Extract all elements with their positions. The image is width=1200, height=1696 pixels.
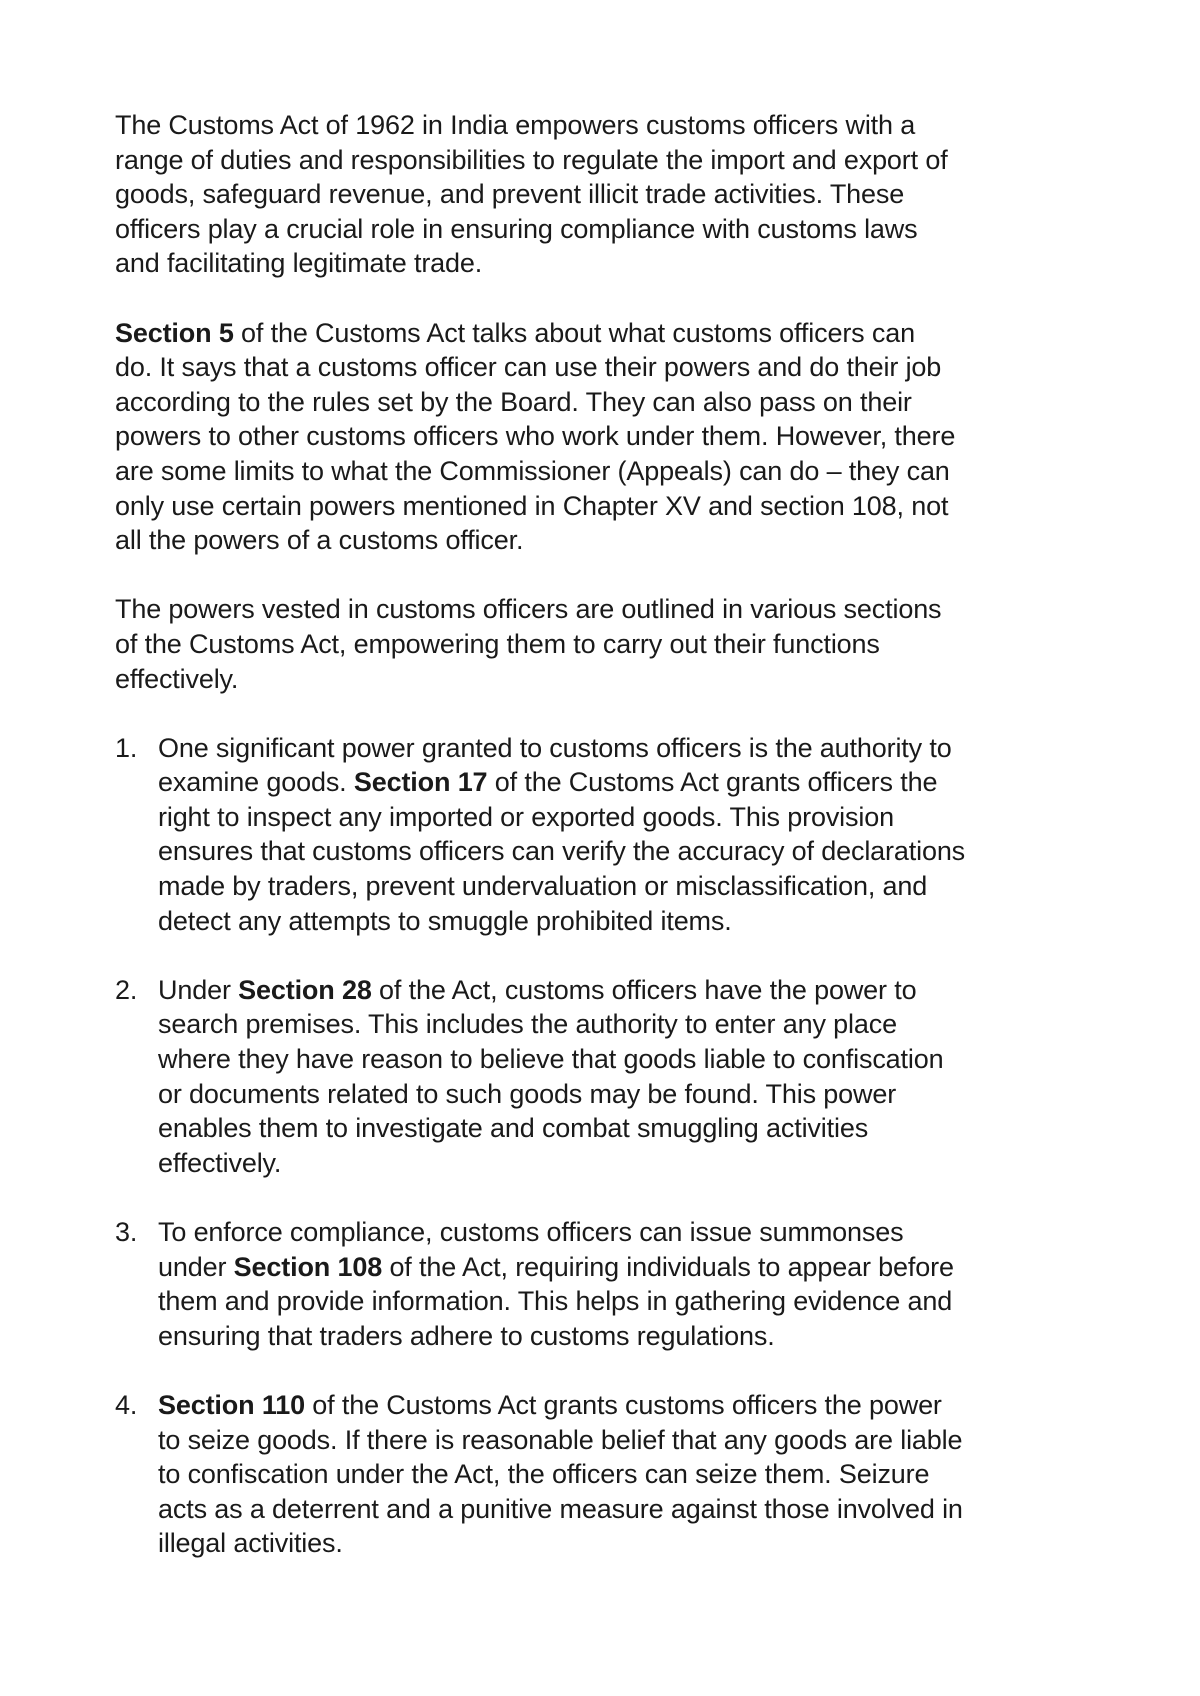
text-line: The powers vested in customs officers are outlined in various sections bbox=[115, 594, 942, 625]
text-fragment: of the Customs Act grants officers the bbox=[487, 767, 938, 798]
list-item-4 bbox=[115, 1388, 1105, 1561]
text-line: powers to other customs officers who work under them. However, there bbox=[115, 421, 956, 452]
list-item-2 bbox=[115, 973, 1105, 1181]
text-line: acts as a deterrent and a punitive measure against those involved in bbox=[158, 1493, 963, 1524]
text-line: to confiscation under the Act, the officers can seize them. Seizure bbox=[158, 1459, 930, 1490]
text-line: only use certain powers mentioned in Chapter XV and section 108, not bbox=[115, 490, 949, 521]
section-108-label: Section 108 bbox=[233, 1251, 383, 1282]
list-marker: 1. bbox=[115, 732, 138, 763]
text-fragment: Under bbox=[158, 974, 239, 1005]
powers-intro-paragraph bbox=[115, 592, 1105, 696]
text-line: ensures that customs officers can verify the accuracy of declarations bbox=[158, 836, 966, 867]
text-line: To enforce compliance, customs officers can issue summonses bbox=[158, 1217, 904, 1247]
text-line: search premises. This includes the authority to enter any place bbox=[158, 1009, 897, 1040]
text-line: range of duties and responsibilities to regulate the import and export of bbox=[115, 144, 948, 175]
list-marker: 3. bbox=[115, 1217, 138, 1247]
text-fragment: of the Customs Act grants customs officers the power bbox=[304, 1389, 942, 1420]
text-line: enables them to investigate and combat smuggling activities bbox=[158, 1113, 869, 1144]
text-fragment: of the Act, customs officers have the power to bbox=[371, 974, 917, 1005]
text-line: effectively. bbox=[115, 663, 239, 694]
section-17-label: Section 17 bbox=[353, 767, 488, 798]
text-line: or documents related to such goods may be found. This power bbox=[158, 1078, 897, 1109]
text-line: right to inspect any imported or exported goods. This provision bbox=[158, 801, 894, 832]
text-line: to seize goods. If there is reasonable belief that any goods are liable bbox=[158, 1424, 963, 1455]
text-line: effectively. bbox=[158, 1147, 282, 1178]
text-line bbox=[158, 1388, 1105, 1423]
text-fragment: of the Act, requiring individuals to appear before bbox=[382, 1251, 954, 1282]
text-line: One significant power granted to customs officers is the authority to bbox=[158, 732, 952, 763]
text-line bbox=[158, 973, 1105, 1008]
intro-paragraph bbox=[115, 108, 1105, 281]
text-line bbox=[158, 1250, 1105, 1285]
text-line: are some limits to what the Commissioner (Appeals) can do – they can bbox=[115, 455, 950, 486]
text-line bbox=[115, 316, 1105, 351]
section-28-label: Section 28 bbox=[238, 974, 372, 1005]
text-line: made by traders, prevent undervaluation or misclassification, and bbox=[158, 871, 928, 902]
text-line: illegal activities. bbox=[158, 1528, 343, 1559]
text-fragment: under bbox=[158, 1251, 234, 1282]
text-line: do. It says that a customs officer can use their powers and do their job bbox=[115, 352, 942, 383]
text-line: and facilitating legitimate trade. bbox=[115, 248, 483, 279]
list-item-3 bbox=[115, 1215, 1105, 1353]
section-5-label: Section 5 bbox=[115, 317, 234, 348]
text-line: detect any attempts to smuggle prohibited items. bbox=[158, 905, 732, 936]
text-line: ensuring that traders adhere to customs regulations. bbox=[158, 1320, 775, 1351]
text-line bbox=[158, 765, 1105, 800]
text-line: all the powers of a customs officer. bbox=[115, 525, 524, 556]
text-fragment: of the Customs Act talks about what customs officers can bbox=[233, 317, 915, 348]
text-line: The Customs Act of 1962 in India empowers customs officers with a bbox=[115, 110, 916, 140]
text-line: according to the rules set by the Board. They can also pass on their bbox=[115, 386, 912, 417]
text-line: them and provide information. This helps in gathering evidence and bbox=[158, 1286, 953, 1317]
list-marker: 4. bbox=[115, 1389, 138, 1420]
text-line: officers play a crucial role in ensuring compliance with customs laws bbox=[115, 213, 918, 244]
section-110-label: Section 110 bbox=[158, 1389, 305, 1420]
list-marker: 2. bbox=[115, 974, 138, 1005]
text-line: goods, safeguard revenue, and prevent illicit trade activities. These bbox=[115, 179, 905, 210]
text-fragment: examine goods. bbox=[158, 767, 354, 798]
list-item-1 bbox=[115, 731, 1105, 939]
section-5-paragraph bbox=[115, 316, 1105, 558]
text-line: of the Customs Act, empowering them to carry out their functions bbox=[115, 628, 880, 659]
document-page bbox=[115, 108, 1105, 1596]
text-line: where they have reason to believe that goods liable to confiscation bbox=[158, 1044, 944, 1075]
powers-list bbox=[115, 731, 1105, 1561]
